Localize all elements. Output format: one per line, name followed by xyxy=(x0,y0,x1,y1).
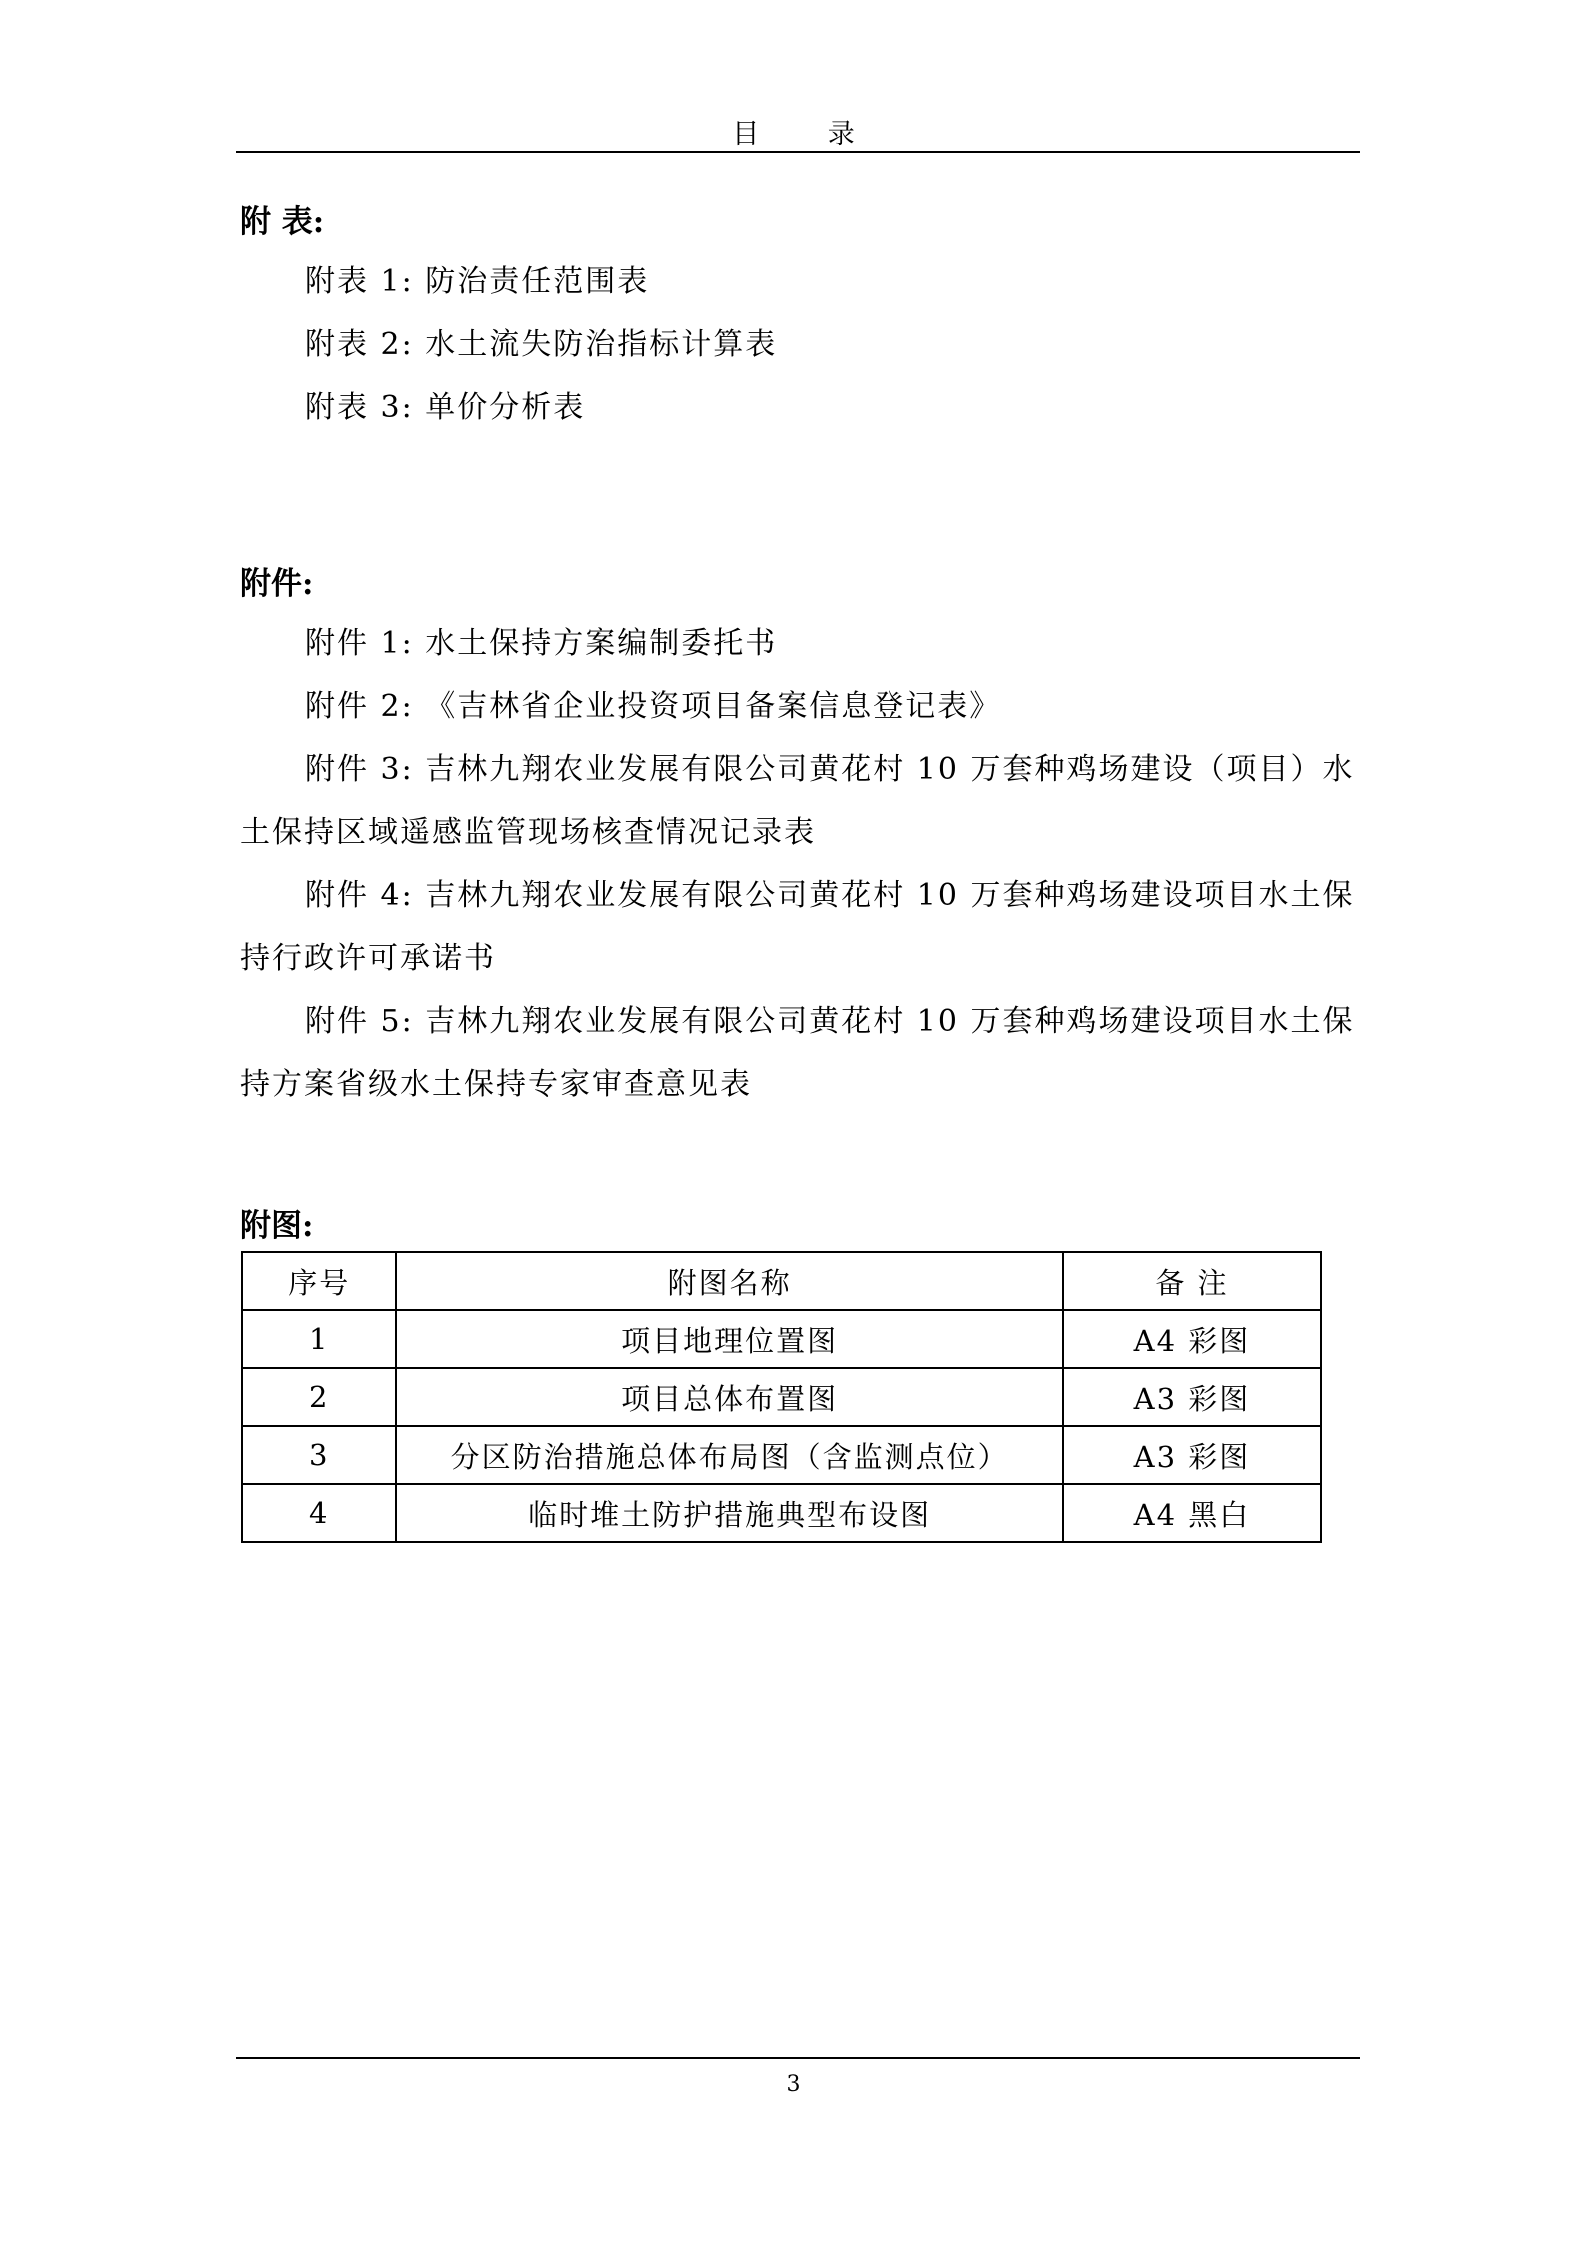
appendix-table-item: 附表 2: 水土流失防治指标计算表 xyxy=(305,327,778,362)
page-number: 3 xyxy=(786,2072,801,2097)
table-row xyxy=(242,1310,1321,1368)
page-header-title: 目 录 xyxy=(732,119,885,150)
attachment-item-continuation: 持行政许可承诺书 xyxy=(240,941,496,976)
table-row xyxy=(242,1426,1321,1484)
cell-note: A3 彩图 xyxy=(1063,1426,1321,1484)
appendix-table-item: 附表 1: 防治责任范围表 xyxy=(305,264,650,299)
attachments-heading: 附件: xyxy=(240,566,314,602)
attachment-item: 附件 1: 水土保持方案编制委托书 xyxy=(305,626,778,661)
header-rule xyxy=(236,151,1360,153)
attachment-item: 附件 4: 吉林九翔农业发展有限公司黄花村 10 万套种鸡场建设项目水土保 xyxy=(305,878,1355,913)
cell-number: 4 xyxy=(242,1484,396,1542)
attachment-item: 附件 3: 吉林九翔农业发展有限公司黄花村 10 万套种鸡场建设（项目）水 xyxy=(305,752,1355,787)
attachment-item-continuation: 持方案省级水土保持专家审查意见表 xyxy=(240,1067,752,1102)
cell-note: A4 彩图 xyxy=(1063,1310,1321,1368)
table-header-row xyxy=(242,1252,1321,1310)
cell-name: 临时堆土防护措施典型布设图 xyxy=(396,1484,1062,1542)
cell-name: 项目地理位置图 xyxy=(396,1310,1062,1368)
cell-number: 1 xyxy=(242,1310,396,1368)
attachment-item: 附件 5: 吉林九翔农业发展有限公司黄花村 10 万套种鸡场建设项目水土保 xyxy=(305,1004,1355,1039)
attachment-item-continuation: 土保持区域遥感监管现场核查情况记录表 xyxy=(240,815,816,850)
cell-note: A3 彩图 xyxy=(1063,1368,1321,1426)
cell-name: 分区防治措施总体布局图（含监测点位） xyxy=(396,1426,1062,1484)
footer-rule xyxy=(236,2057,1360,2059)
table-row xyxy=(242,1484,1321,1542)
figures-table xyxy=(241,1251,1322,1543)
figures-heading: 附图: xyxy=(240,1208,314,1244)
cell-note: A4 黑白 xyxy=(1063,1484,1321,1542)
attachment-item: 附件 2: 《吉林省企业投资项目备案信息登记表》 xyxy=(305,689,1002,724)
column-header-note: 备 注 xyxy=(1063,1252,1321,1310)
column-header-name: 附图名称 xyxy=(396,1252,1062,1310)
cell-number: 2 xyxy=(242,1368,396,1426)
appendix-table-item: 附表 3: 单价分析表 xyxy=(305,390,586,425)
cell-number: 3 xyxy=(242,1426,396,1484)
cell-name: 项目总体布置图 xyxy=(396,1368,1062,1426)
column-header-number: 序号 xyxy=(242,1252,396,1310)
appendix-tables-heading: 附 表: xyxy=(240,204,325,240)
table-row xyxy=(242,1368,1321,1426)
